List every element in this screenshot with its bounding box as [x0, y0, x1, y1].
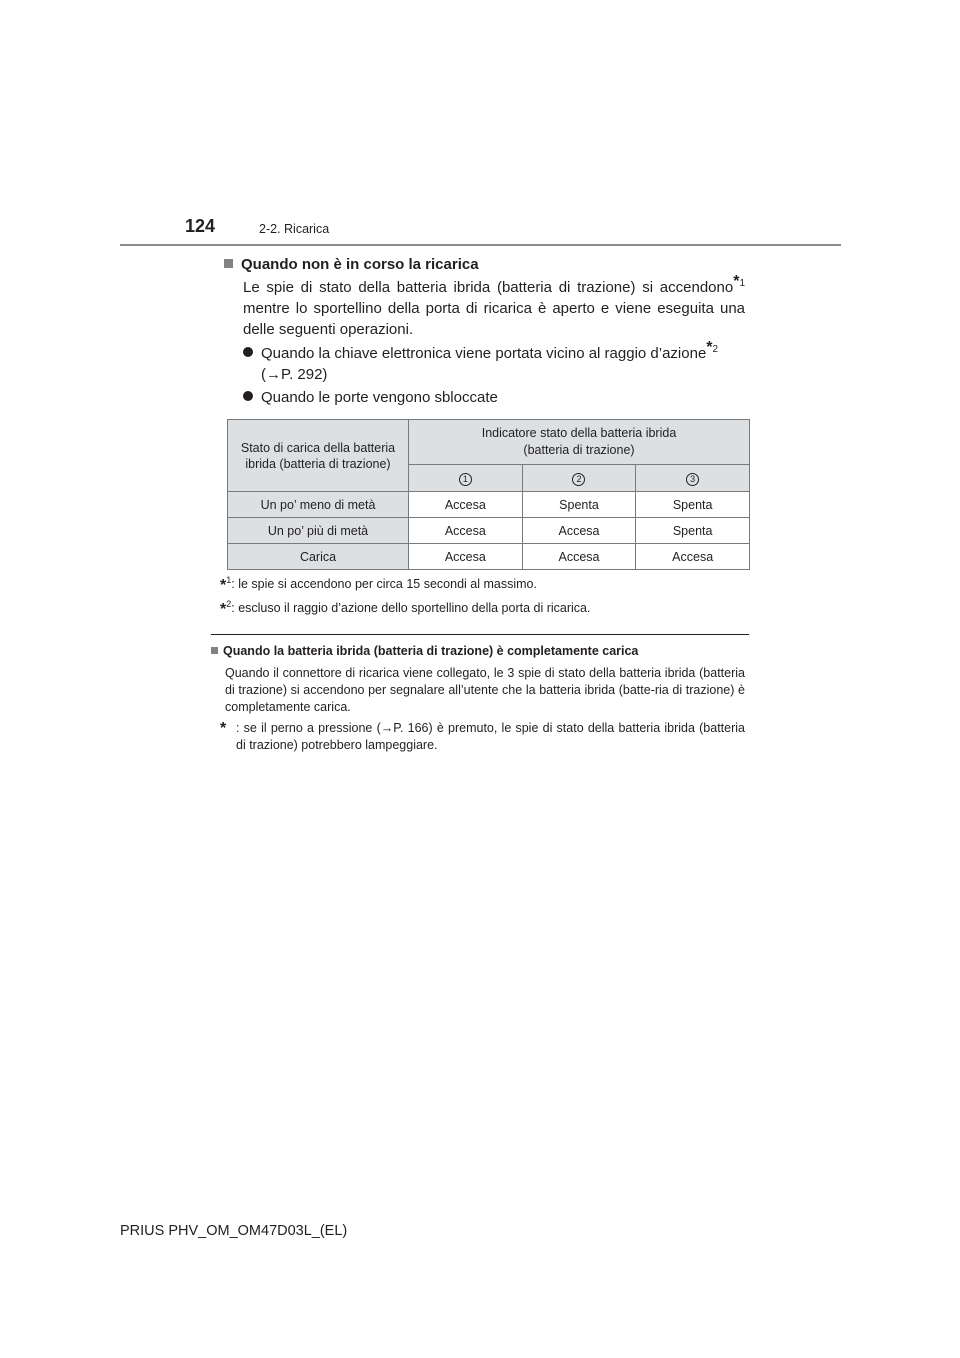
- bullet-item: Quando le porte vengono sbloccate: [243, 387, 498, 408]
- table-header-state: Stato di carica della batteria ibrida (batteria di trazione): [228, 420, 409, 492]
- footnote-1: *$^1$: le spie si accendono per circa 15 secondi al massimo.: [220, 575, 537, 594]
- section-label: 2-2. Ricarica: [259, 222, 330, 236]
- page-reference-link[interactable]: (→P. 292): [261, 366, 328, 383]
- indicator-1-header: [409, 465, 523, 492]
- section-heading: Quando non è in corso la ricarica: [224, 256, 479, 273]
- square-bullet-icon: [224, 259, 233, 268]
- page-footer: PRIUS PHV_OM_OM47D03L_(EL): [120, 1223, 348, 1239]
- asterisk-icon: *: [220, 601, 227, 618]
- battery-status-table: [227, 419, 750, 570]
- bullet-dot-icon: [243, 391, 253, 401]
- note-footnote: * : se il perno a pressione (→P. 166) è premuto, le spie di stato della batteria ibrida (batteria di trazione) potrebbero lampeggiare.: [220, 720, 745, 752]
- footnote-marker: *2: [706, 339, 719, 356]
- table-row: Un po’ più di metà Accesa Accesa Spenta: [228, 518, 750, 544]
- bullet-dot-icon: [243, 347, 253, 357]
- table-header-indicator: Indicatore stato della batteria ibrida (batteria di trazione): [409, 420, 750, 465]
- bullet-item: Quando la chiave elettronica viene portata vicino al raggio d’azione$^{*2}$ (→P. 292): [243, 343, 718, 385]
- circled-number-icon: 1: [459, 473, 472, 486]
- footnote-2: *$^2$: escluso il raggio d’azione dello sportellino della porta di ricarica.: [220, 599, 591, 618]
- table-row: Carica Accesa Accesa Accesa: [228, 544, 750, 570]
- asterisk-icon: *: [733, 273, 740, 290]
- circled-number-icon: 3: [686, 473, 699, 486]
- footnote-marker: *1: [733, 273, 745, 290]
- header-rule: [120, 244, 841, 246]
- asterisk-icon: *: [220, 577, 227, 594]
- asterisk-icon: *: [220, 720, 227, 737]
- section-divider: [211, 634, 749, 635]
- note-body: Quando il connettore di ricarica viene collegato, le 3 spie di stato della batteria ibrida (batteria di trazione) si accendono per segnalare all’utente che la batteria ibrida (batte-ria di trazione) è completamente carica.: [225, 666, 745, 714]
- intro-paragraph: Le spie di stato della batteria ibrida (batteria di trazione) si accendono$^{*1}$ mentre lo sportellino della porta di ricarica è aperto e viene eseguita una delle seguenti operazioni.: [243, 273, 745, 338]
- indicator-2-header: [522, 465, 636, 492]
- asterisk-icon: *: [706, 339, 713, 356]
- circled-number-icon: 2: [572, 473, 585, 486]
- table-row: Un po’ meno di metà Accesa Spenta Spenta: [228, 492, 750, 518]
- square-bullet-icon: [211, 647, 218, 654]
- page-number: 124: [185, 216, 216, 236]
- note-heading: Quando la batteria ibrida (batteria di trazione) è completamente carica: [211, 644, 638, 658]
- indicator-3-header: [636, 465, 750, 492]
